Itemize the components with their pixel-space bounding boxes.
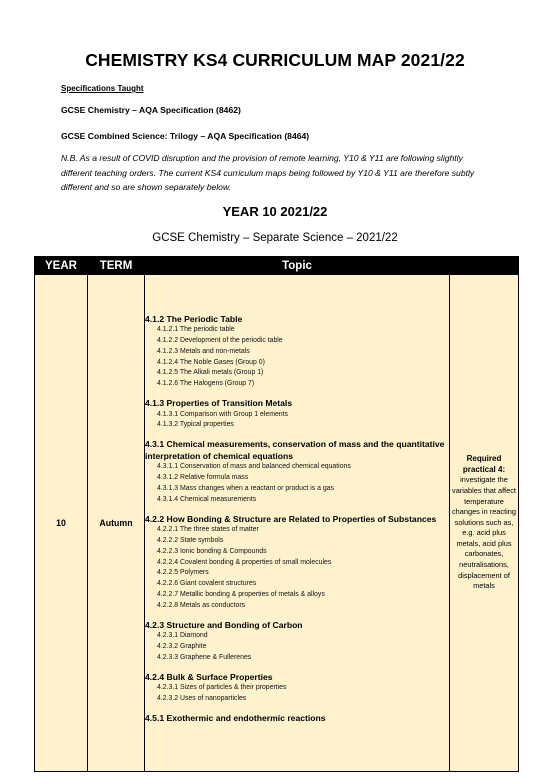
- section-title: 4.3.1 Chemical measurements, conservation of mass and the quantitative interpretation of chemical equations: [145, 439, 445, 461]
- required-practical-cell: [450, 275, 519, 772]
- topic-section: [145, 514, 449, 612]
- list-item: 4.1.2.4 The Noble Gases (Group 0): [157, 358, 265, 366]
- list-item: 4.2.3.3 Graphene & Fullerenes: [157, 653, 252, 661]
- required-practical-text: investigate the variables that affect temperature changes in reacting solutions such as, e.g. acid plus metals, acid plus carbonates, neutralisations, displacement of metals: [451, 475, 517, 591]
- topic-section: [145, 398, 449, 431]
- list-item: 4.3.1.2 Relative formula mass: [157, 474, 249, 482]
- specifications-heading: Specifications Taught: [61, 84, 144, 93]
- list-item: 4.2.3.1 Diamond: [157, 632, 208, 640]
- section-title: 4.1.2 The Periodic Table: [145, 313, 243, 324]
- section-title: 4.5.1 Exothermic and endothermic reactions: [145, 712, 326, 723]
- specification-combined-science: GCSE Combined Science: Trilogy – AQA Specification (8464): [61, 131, 310, 141]
- topic-sections: [145, 314, 449, 725]
- document-title: CHEMISTRY KS4 CURRICULUM MAP 2021/22: [85, 50, 465, 70]
- section-title: 4.2.4 Bulk & Surface Properties: [145, 671, 273, 682]
- list-item: 4.3.1.3 Mass changes when a reactant or product is a gas: [157, 485, 334, 492]
- table-row: [35, 275, 519, 772]
- list-item: 4.1.2.1 The periodic table: [157, 326, 235, 334]
- section-title: 4.2.3 Structure and Bonding of Carbon: [145, 619, 303, 630]
- list-item: 4.1.2.5 The Alkali metals (Group 1): [157, 369, 264, 377]
- list-item: 4.2.3.2 Graphite: [157, 642, 207, 650]
- year-heading: YEAR 10 2021/22: [222, 204, 328, 219]
- list-item: 4.2.3.2 Uses of nanoparticles: [157, 694, 247, 702]
- list-item: 4.2.2.8 Metals as conductors: [157, 601, 246, 609]
- list-item: 4.2.2.6 Giant covalent structures: [157, 580, 257, 588]
- list-item: 4.2.2.2 State symbols: [157, 536, 224, 544]
- list-item: 4.1.2.3 Metals and non-metals: [157, 347, 250, 355]
- list-item: 4.2.2.4 Covalent bonding & properties of small molecules: [157, 558, 332, 566]
- list-item: 4.3.1.1 Conservation of mass and balanced chemical equations: [157, 463, 351, 471]
- topic-section: [145, 672, 449, 705]
- list-item: 4.1.3.2 Typical properties: [157, 421, 234, 429]
- list-item: 4.1.3.1 Comparison with Group 1 elements: [157, 410, 288, 418]
- specification-chemistry: GCSE Chemistry – AQA Specification (8462): [61, 105, 241, 115]
- list-item: 4.1.2.6 The Halogens (Group 7): [157, 380, 255, 388]
- year-cell: 10: [35, 275, 88, 772]
- list-item: 4.2.2.1 The three states of matter: [157, 526, 259, 534]
- term-cell: Autumn: [88, 275, 145, 772]
- column-header-notes: [450, 257, 519, 275]
- list-item: 4.2.2.5 Polymers: [157, 569, 209, 577]
- topic-cell: [145, 275, 450, 772]
- table-header-row: [35, 257, 519, 275]
- column-header-year: YEAR: [35, 257, 88, 275]
- topic-section: [145, 439, 449, 505]
- curriculum-table: [34, 256, 519, 772]
- section-title: 4.1.3 Properties of Transition Metals: [145, 398, 293, 409]
- list-item: 4.2.2.7 Metallic bonding & properties of metals & alloys: [157, 590, 325, 598]
- section-title: 4.2.2 How Bonding & Structure are Related to Properties of Substances: [145, 513, 437, 524]
- column-header-term: TERM: [88, 257, 145, 275]
- list-item: 4.2.2.3 Ionic bonding & Compounds: [157, 547, 267, 555]
- covid-note: N.B. As a result of COVID disruption and the provision of remote learning, Y10 & Y11 are following slightly different teaching orders. The current KS4 curriculum maps being followed by Y10 & Y11 are therefore subtly different and so are shown separately below.: [61, 153, 475, 192]
- topic-section: [145, 620, 449, 664]
- column-header-topic: Topic: [145, 257, 450, 275]
- list-item: 4.2.3.1 Sizes of particles & their properties: [157, 684, 287, 692]
- list-item: 4.3.1.4 Chemical measurements: [157, 495, 257, 503]
- topic-section: [145, 314, 449, 390]
- topic-section: [145, 713, 449, 725]
- required-practical-title: Required practical 4:: [462, 454, 506, 474]
- course-subheading: GCSE Chemistry – Separate Science – 2021/22: [152, 232, 398, 244]
- list-item: 4.1.2.2 Development of the periodic table: [157, 337, 283, 345]
